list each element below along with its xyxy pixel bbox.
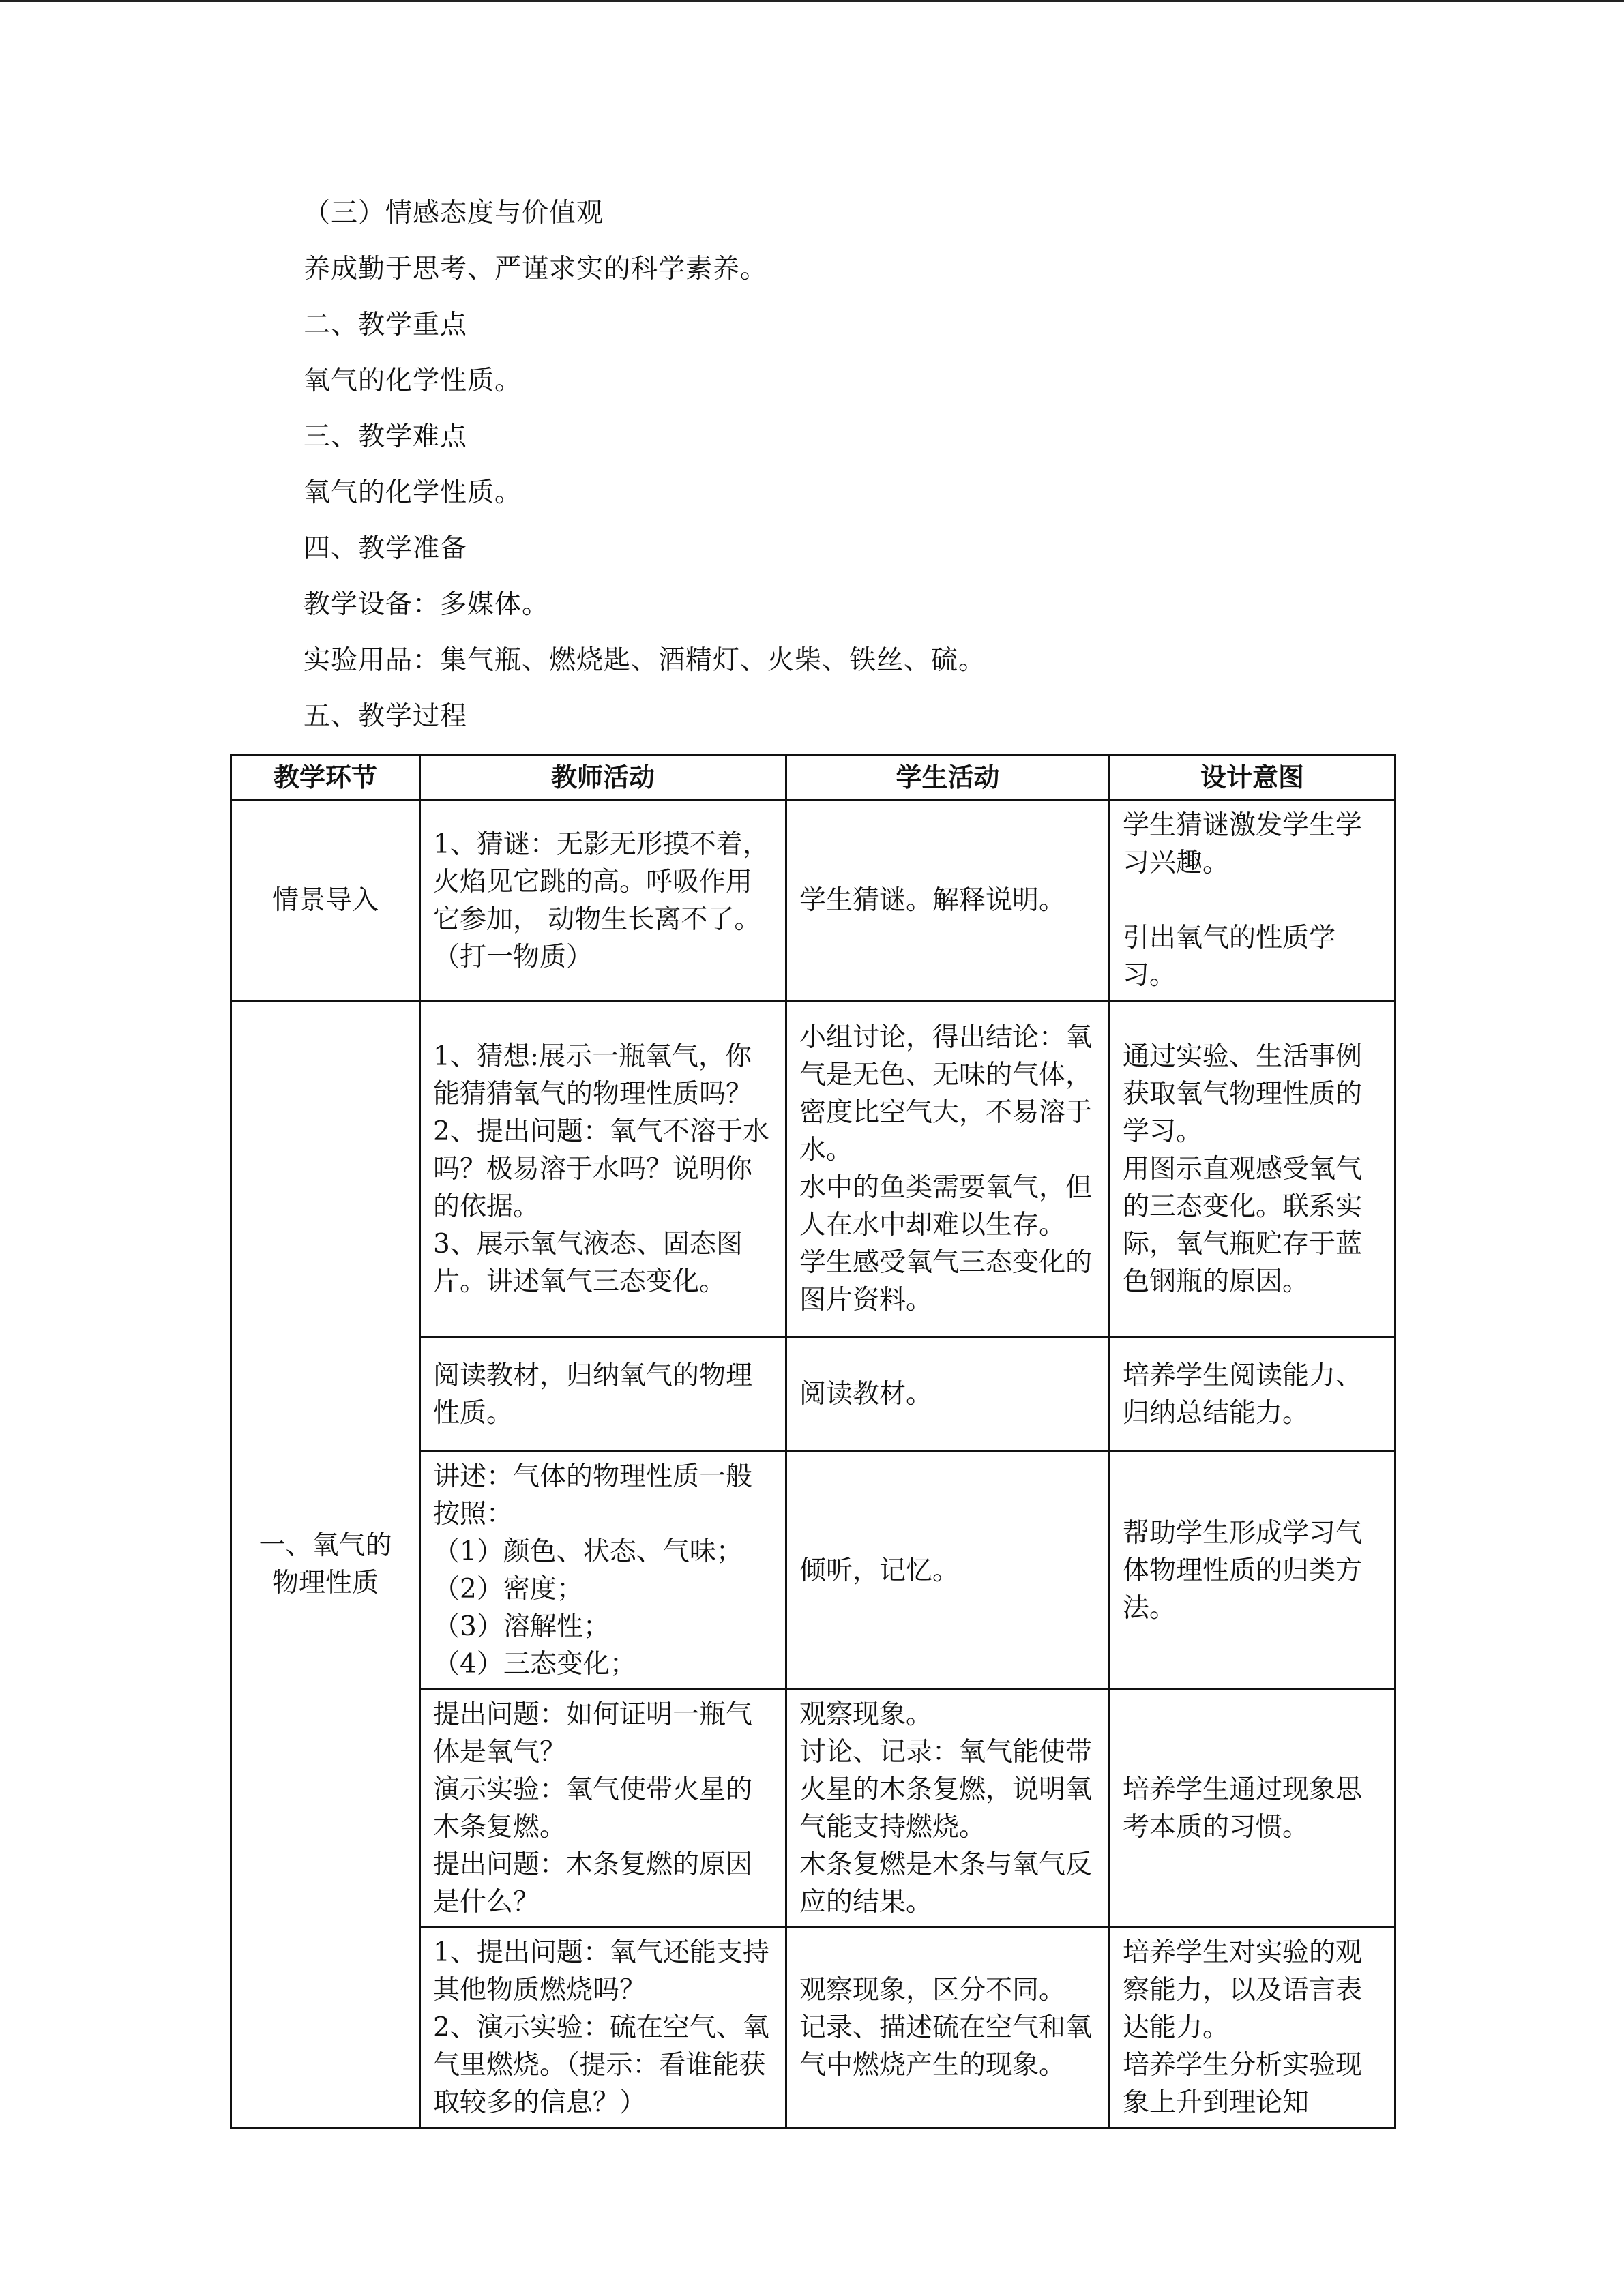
- heading-process: 五、教学过程: [304, 701, 468, 732]
- header-design-intent: 设计意图: [1110, 756, 1396, 801]
- cell-text: 培养学生对实验的观察能力，以及语言表达能力。: [1123, 1937, 1363, 2043]
- heading-difficulties: 三、教学难点: [304, 421, 468, 452]
- key-points-text: 氧气的化学性质。: [304, 366, 522, 396]
- teaching-process-table: [230, 754, 1396, 2129]
- student-cell: [786, 1452, 1110, 1690]
- cell-text: 倾听，记忆。: [799, 1555, 960, 1586]
- cell-text: 培养学生阅读能力、归纳总结能力。: [1123, 1360, 1363, 1429]
- table-row: [231, 801, 1396, 1001]
- cell-text: 讨论、记录：氧气能使带火星的木条复燃，说明氧气能支持燃烧。: [799, 1737, 1093, 1843]
- intent-cell: [1110, 801, 1396, 1001]
- cell-text: 提出问题：如何证明一瓶气体是氧气？: [433, 1699, 753, 1768]
- cell-text: 2、演示实验：硫在空气、氧气里燃烧。（提示：看谁能获取较多的信息？）: [433, 2012, 769, 2118]
- student-cell: [786, 801, 1110, 1001]
- intent-cell: [1110, 1928, 1396, 2128]
- cell-text: （2）密度；: [433, 1574, 583, 1605]
- cell-text: （1）颜色、状态、气味；: [433, 1536, 743, 1567]
- page-top-rule: [0, 0, 1624, 2]
- header-student-activity: 学生活动: [786, 756, 1110, 801]
- cell-text: 情景导入: [271, 885, 379, 916]
- cell-text: 观察现象，区分不同。: [799, 1975, 1066, 2006]
- cell-text: （3）溶解性；: [433, 1611, 610, 1642]
- table-row: [231, 1001, 1396, 1337]
- cell-text: （4）三态变化；: [433, 1649, 636, 1680]
- cell-text: 培养学生分析实验现象上升到理论知: [1123, 2050, 1363, 2118]
- stage-cell: [231, 801, 420, 1001]
- cell-text: 阅读教材。: [799, 1379, 933, 1410]
- cell-text: 讲述：气体的物理性质一般按照：: [433, 1461, 753, 1530]
- table-header-row: [231, 756, 1396, 801]
- equipment-text: 教学设备：多媒体。: [304, 589, 550, 620]
- teacher-cell: [420, 1452, 786, 1690]
- cell-text: 小组讨论，得出结论：氧气是无色、无味的气体，密度比空气大，不易溶于水。: [799, 1022, 1093, 1165]
- intent-cell: [1110, 1452, 1396, 1690]
- student-cell: [786, 1690, 1110, 1928]
- header-teacher-activity: 教师活动: [420, 756, 786, 801]
- cell-text: 培养学生通过现象思考本质的习惯。: [1123, 1774, 1363, 1843]
- teacher-cell: [420, 1001, 786, 1337]
- heading-preparation: 四、教学准备: [304, 533, 468, 564]
- student-cell: [786, 1001, 1110, 1337]
- teacher-cell: [420, 1928, 786, 2128]
- teacher-cell: [420, 1337, 786, 1452]
- cell-text: 引出氧气的性质学习。: [1123, 923, 1336, 991]
- cell-text: 3、展示氧气液态、固态图片。讲述氧气三态变化。: [433, 1228, 743, 1297]
- cell-text: 帮助学生形成学习气体物理性质的归类方法。: [1123, 1517, 1363, 1624]
- cell-text: 学生猜谜。解释说明。: [799, 885, 1066, 916]
- stage-cell: [231, 1001, 420, 2128]
- cell-text: 记录、描述硫在空气和氧气中燃烧产生的现象。: [799, 2012, 1093, 2081]
- header-stage: 教学环节: [231, 756, 420, 801]
- cell-text: 观察现象。: [799, 1699, 933, 1730]
- teacher-cell: [420, 1690, 786, 1928]
- cell-text: 学生感受氧气三态变化的图片资料。: [799, 1247, 1093, 1315]
- heading-affective-goals: （三）情感态度与价值观: [304, 198, 604, 228]
- difficulties-text: 氧气的化学性质。: [304, 477, 522, 508]
- intent-cell: [1110, 1001, 1396, 1337]
- intent-cell: [1110, 1337, 1396, 1452]
- cell-text: 通过实验、生活事例获取氧气物理性质的学习。: [1123, 1041, 1363, 1147]
- teacher-cell: [420, 801, 786, 1001]
- cell-text: 1、猜想:展示一瓶氧气，你能猜猜氧气的物理性质吗？: [433, 1041, 753, 1109]
- affective-goals-text: 养成勤于思考、严谨求实的科学素养。: [304, 254, 768, 284]
- cell-text: 水中的鱼类需要氧气，但人在水中却难以生存。: [799, 1172, 1093, 1240]
- intent-cell: [1110, 1690, 1396, 1928]
- materials-text: 实验用品：集气瓶、燃烧匙、酒精灯、火柴、铁丝、硫。: [304, 645, 986, 676]
- cell-text: 1、猜谜：无影无形摸不着， 火焰见它跳的高。呼吸作用它参加， 动物生长离不了。（打一物质）: [433, 829, 769, 972]
- cell-text: 一、氧气的: [259, 1530, 392, 1561]
- cell-text: 木条复燃是木条与氧气反应的结果。: [799, 1849, 1093, 1918]
- cell-text: 2、提出问题：氧气不溶于水吗？极易溶于水吗？说明你的依据。: [433, 1116, 769, 1222]
- cell-text: 物理性质: [271, 1568, 379, 1598]
- cell-text: 演示实验：氧气使带火星的木条复燃。: [433, 1774, 753, 1843]
- blank-line: [1123, 882, 1382, 919]
- heading-key-points: 二、教学重点: [304, 310, 468, 340]
- student-cell: [786, 1928, 1110, 2128]
- cell-text: 用图示直观感受氧气的三态变化。联系实际，氧气瓶贮存于蓝色钢瓶的原因。: [1123, 1153, 1363, 1297]
- cell-text: 提出问题：木条复燃的原因是什么？: [433, 1849, 753, 1918]
- cell-text: 学生猜谜激发学生学习兴趣。: [1123, 810, 1363, 878]
- cell-text: 1、提出问题：氧气还能支持其他物质燃烧吗？: [433, 1937, 769, 2006]
- student-cell: [786, 1337, 1110, 1452]
- cell-text: 阅读教材，归纳氧气的物理性质。: [433, 1360, 753, 1429]
